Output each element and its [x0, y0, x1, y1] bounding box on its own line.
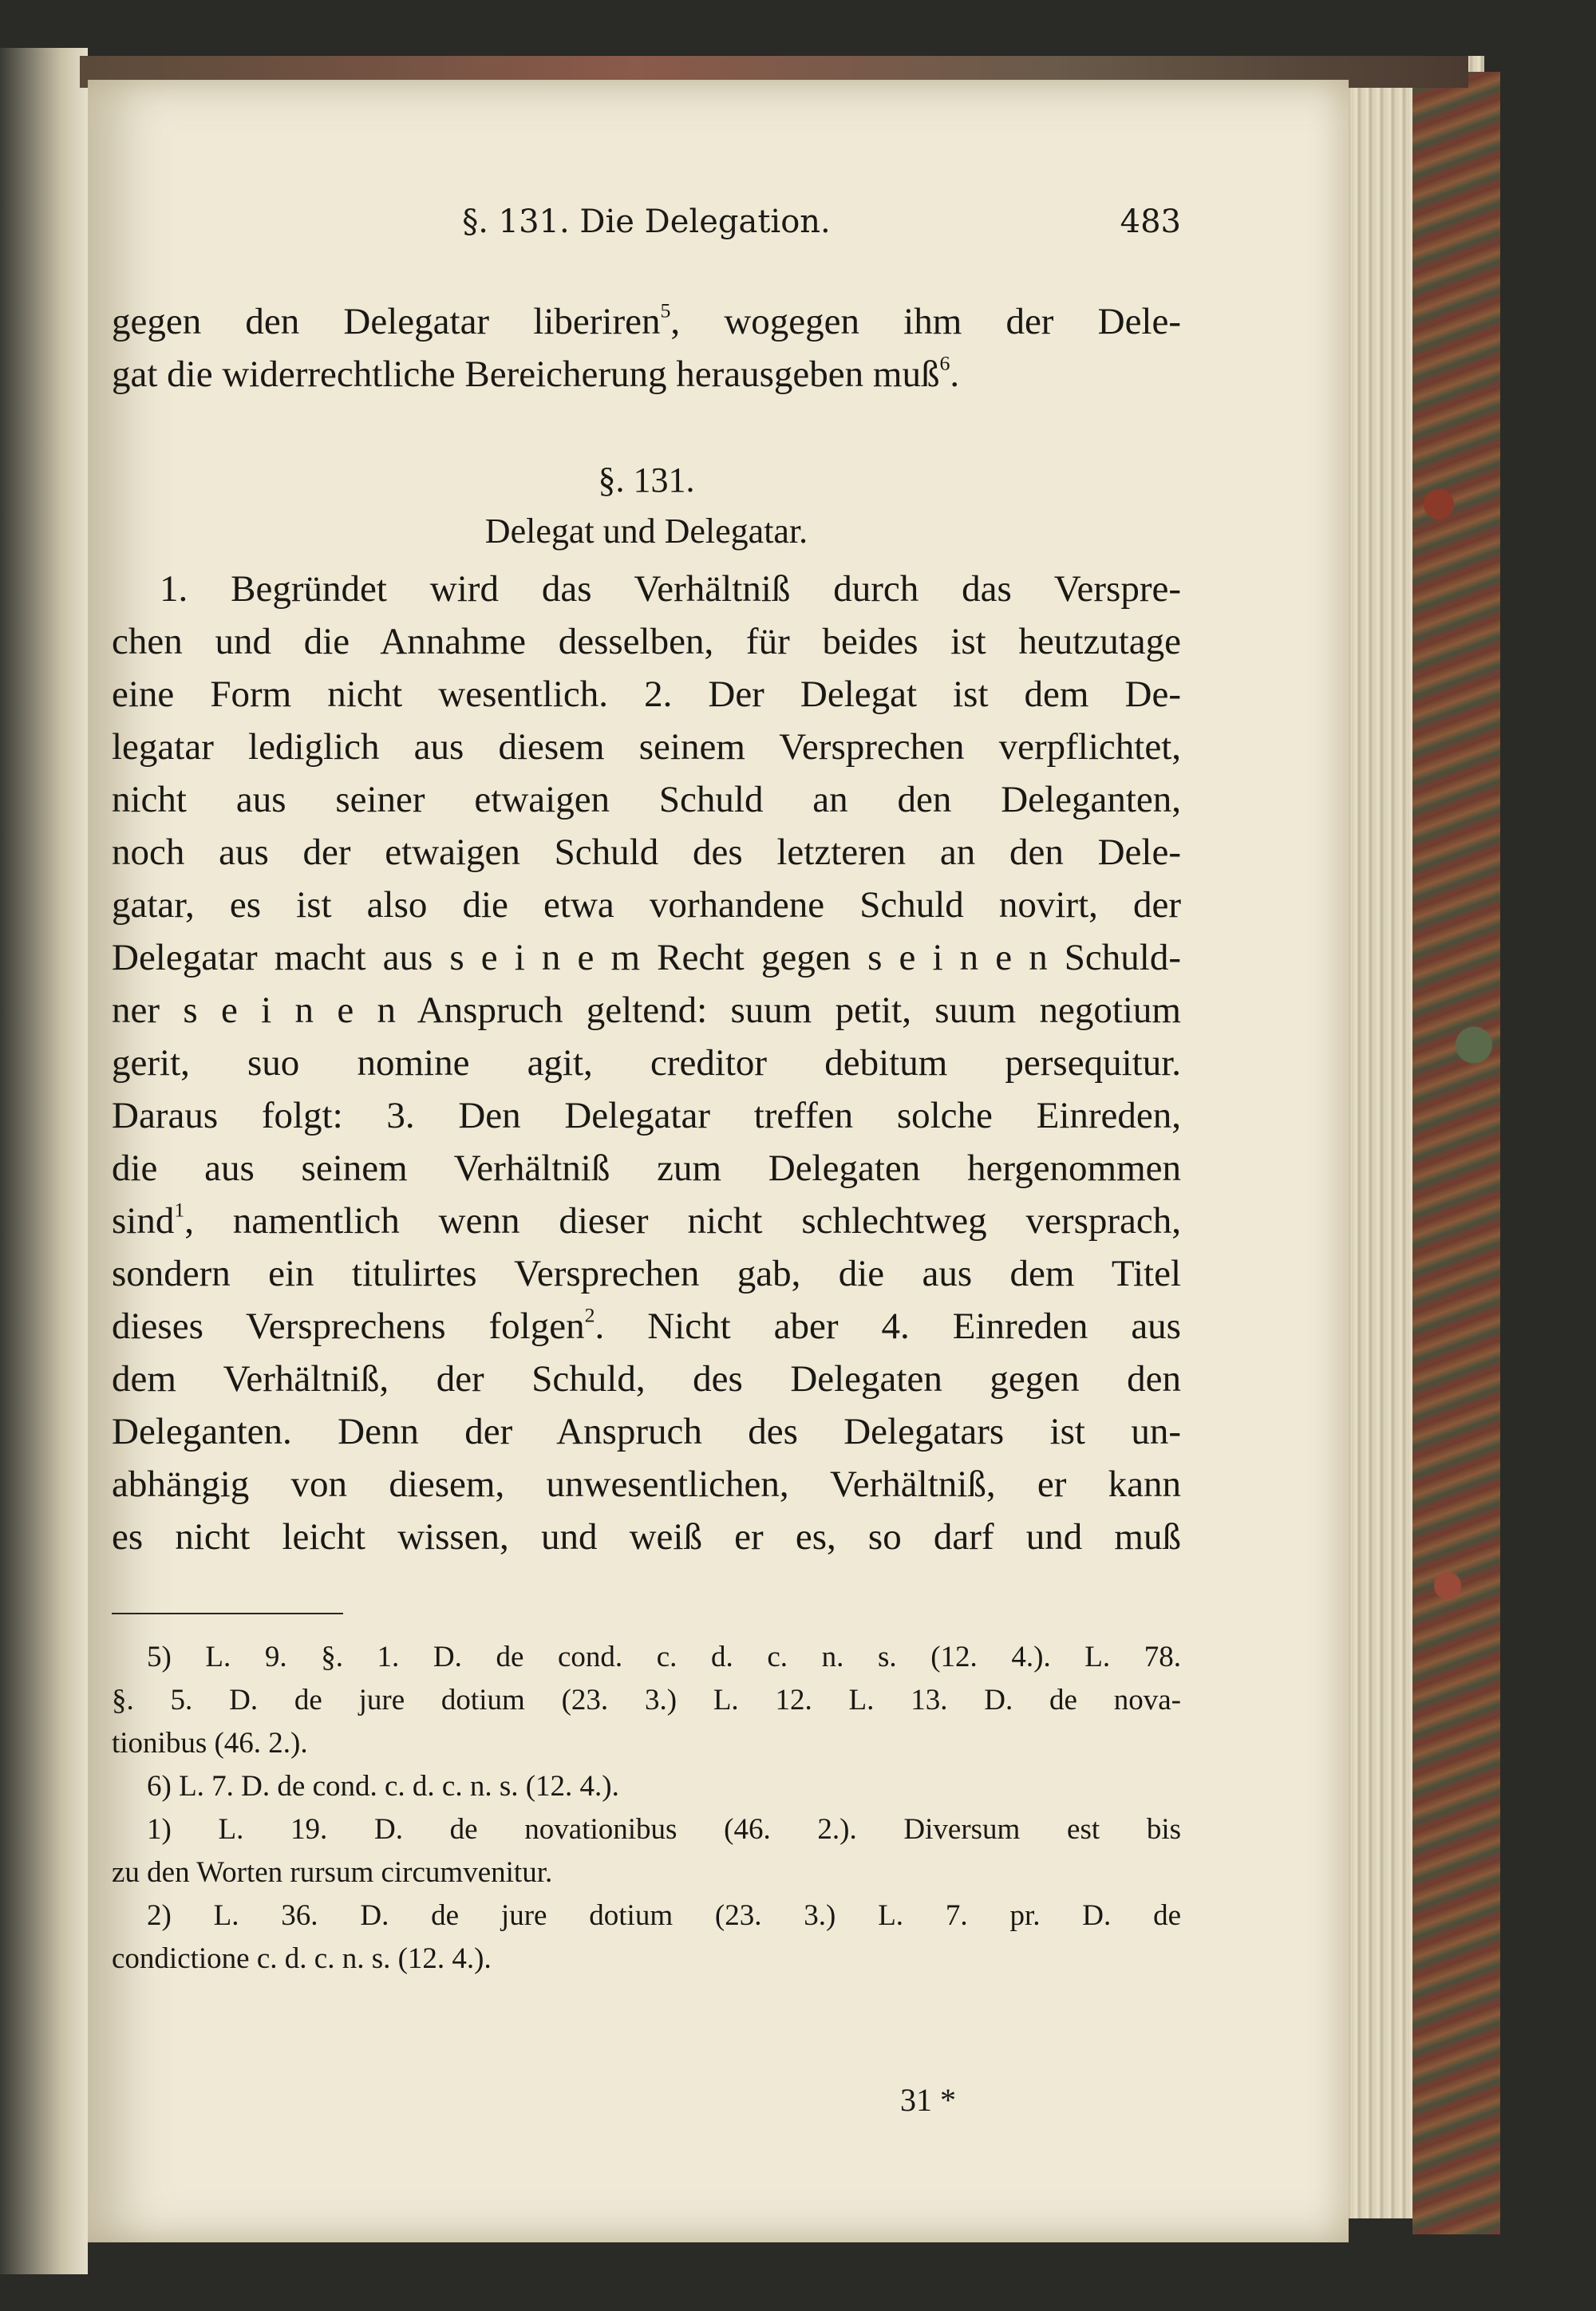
text-line: die aus seinem Verhältniß zum Delegaten hergenommen	[112, 1148, 1181, 1189]
text-line: 1. Begründet wird das Verhältniß durch das Verspre-	[160, 568, 1181, 610]
text-line: nicht aus seiner etwaigen Schuld an den Deleganten,	[112, 779, 1181, 820]
text-run: . Nicht aber 4. Einreden aus	[595, 1306, 1181, 1347]
text-line: chen und die Annahme desselben, für beides ist heutzutage	[112, 621, 1181, 662]
text-run: gegen den Delegatar liberiren	[112, 301, 661, 342]
text-line: gerit, suo nomine agit, creditor debitum persequitur.	[112, 1042, 1181, 1084]
text-run: , wogegen ihm der Dele-	[670, 301, 1182, 342]
text-run: gat die widerrechtliche Bereicherung herausgeben muß	[112, 354, 940, 395]
text-run: sind	[112, 1200, 175, 1242]
footnote-line: 6) L. 7. D. de cond. c. d. c. n. s. (12. 4.).	[147, 1770, 619, 1803]
text-line	[112, 348, 1181, 401]
text-line	[112, 1195, 1181, 1247]
text-line: legatar lediglich aus diesem seinem Versprechen verpflichtet,	[112, 726, 1181, 768]
text-line: ner s e i n e n Anspruch geltend: suum petit, suum negotium	[112, 990, 1181, 1031]
text-line: Daraus folgt: 3. Den Delegatar treffen solche Einreden,	[112, 1095, 1181, 1136]
text-line: es nicht leicht wissen, und weiß er es, so darf und muß	[112, 1516, 1181, 1558]
text-line: gatar, es ist also die etwa vorhandene Schuld novirt, der	[112, 884, 1181, 926]
text-run: , namentlich wenn dieser nicht schlechtweg versprach,	[184, 1200, 1181, 1242]
footnote-ref: 6	[939, 351, 950, 375]
footnote-line: zu den Worten rursum circumvenitur.	[112, 1856, 553, 1889]
body-paragraph	[112, 563, 1181, 1563]
footnotes	[112, 1636, 1181, 1981]
signature-mark: 31 *	[900, 2082, 956, 2118]
intro-paragraph	[112, 295, 1181, 401]
section-title: Delegat und Delegatar.	[484, 512, 808, 551]
text-line: sondern ein titulirtes Versprechen gab, die aus dem Titel	[112, 1253, 1181, 1294]
footnote-line: 5) L. 9. §. 1. D. de cond. c. d. c. n. s. (12. 4.). L. 78.	[147, 1641, 1181, 1673]
text-run: .	[950, 354, 960, 395]
text-line: eine Form nicht wesentlich. 2. Der Delegat ist dem De-	[112, 674, 1181, 715]
footnote-line: §. 5. D. de jure dotium (23. 3.) L. 12. L. 13. D. de nova-	[112, 1684, 1181, 1716]
section-number: §. 131.	[598, 460, 695, 500]
text-line: noch aus der etwaigen Schuld des letzteren an den Dele-	[112, 832, 1181, 873]
text-line: Deleganten. Denn der Anspruch des Delegatars ist un-	[112, 1411, 1181, 1452]
text-line: Delegatar macht aus s e i n e m Recht gegen s e i n e n Schuld-	[112, 937, 1181, 978]
footnote-ref: 5	[660, 298, 671, 322]
text-line	[112, 1300, 1181, 1353]
footnote-rule	[112, 1613, 343, 1614]
footnote-line: 2) L. 36. D. de jure dotium (23. 3.) L. 7. pr. D. de	[147, 1899, 1181, 1932]
text-run: dieses Versprechens folgen	[112, 1306, 585, 1347]
section-heading	[112, 455, 1181, 557]
text-line	[112, 295, 1181, 348]
text-line: abhängig von diesem, unwesentlichen, Verhältniß, er kann	[112, 1464, 1181, 1505]
footnote-line: 1) L. 19. D. de novationibus (46. 2.). Diversum est bis	[147, 1813, 1181, 1846]
footnote-line: tionibus (46. 2.).	[112, 1727, 308, 1760]
marbled-board	[1412, 72, 1500, 2234]
footnote-ref: 1	[174, 1198, 185, 1222]
footnote-line: condictione c. d. c. n. s. (12. 4.).	[112, 1942, 492, 1975]
running-head-title: §. 131. Die Delegation.	[462, 203, 831, 240]
book-cover-edge	[0, 48, 88, 2274]
text-line: dem Verhältniß, der Schuld, des Delegaten gegen den	[112, 1358, 1181, 1400]
footnote-ref: 2	[584, 1303, 595, 1327]
page-number: 483	[1120, 203, 1181, 240]
